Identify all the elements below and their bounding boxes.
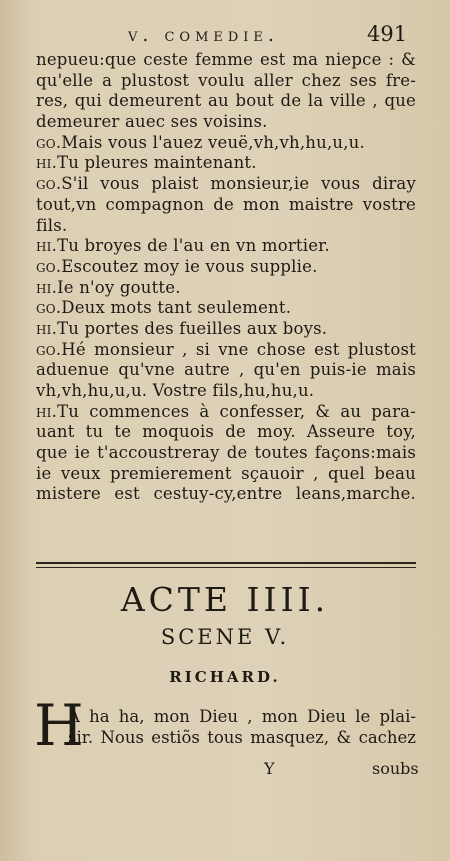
text-line: qu'elle a plustost voulu aller chez ses fre-	[36, 70, 416, 90]
drop-cap: H	[34, 693, 84, 759]
dialogue-text	[36, 50, 416, 505]
signature-mark: Y	[264, 759, 275, 778]
speaker-abbrev: go.	[36, 174, 62, 194]
speaker-abbrev: go.	[36, 132, 62, 152]
speaker-abbrev: go.	[36, 298, 62, 318]
text-line: res, qui demeurent au bout de la ville , que	[36, 91, 416, 111]
text-line: sir. Nous estiõs tous masquez, & cachez	[68, 727, 416, 747]
speaker-abbrev: go.	[36, 256, 62, 276]
speaker-abbrev: go.	[36, 339, 62, 359]
text-line: go.Hé monsieur , si vne chose est plustost	[36, 339, 416, 359]
text-line: hi.Tu commences à confesser, & au para-	[36, 401, 416, 421]
text-line: uant tu te moquois de moy. Asseure toy,	[36, 422, 416, 442]
text-line: go.S'il vous plaist monsieur,ie vous diray	[36, 174, 416, 194]
text-line: go.Mais vous l'auez veuë,vh,vh,hu,u,u.	[36, 132, 365, 152]
speaker-abbrev: hi.	[36, 277, 58, 297]
running-title: v. comedie.	[128, 24, 279, 46]
speaker-abbrev: hi.	[36, 401, 58, 421]
text-line: mistere est cestuy-cy,entre leans,marche.	[36, 484, 416, 504]
text-line: vh,vh,hu,u,u. Vostre fils,hu,hu,u.	[36, 381, 315, 400]
speaker-heading: RICHARD.	[169, 668, 281, 686]
text-line: go.Deux mots tant seulement.	[36, 298, 292, 318]
text-line: tout,vn compagnon de mon maistre vostre	[36, 194, 416, 214]
text-line: hi.Tu pleures maintenant.	[36, 153, 257, 173]
text-line: hi.Tu broyes de l'au en vn mortier.	[36, 236, 330, 256]
speaker-abbrev: hi.	[36, 153, 58, 173]
text-line: nepueu:que ceste femme est ma niepce : &	[36, 50, 416, 69]
speaker-abbrev: hi.	[36, 318, 58, 338]
text-line: A ha ha, mon Dieu , mon Dieu le plai-	[68, 707, 416, 726]
section-rule-thin	[36, 567, 416, 568]
text-line: demeurer auec ses voisins.	[36, 112, 268, 132]
catchword: soubs	[372, 759, 419, 778]
page-number: 491	[367, 22, 408, 46]
act-heading: ACTE IIII.	[120, 580, 330, 619]
page-header	[0, 22, 450, 48]
text-line: hi.Ie n'oy goutte.	[36, 277, 181, 297]
scene-heading: SCENE V.	[160, 625, 290, 649]
scene-opening-text	[68, 706, 416, 747]
text-line: ie veux premierement sçauoir , quel beau	[36, 463, 416, 483]
text-line: que ie t'accoustreray de toutes façons:mais	[36, 443, 416, 463]
text-line: hi.Tu portes des fueilles aux boys.	[36, 318, 328, 338]
speaker-abbrev: hi.	[36, 236, 58, 256]
text-line: go.Escoutez moy ie vous supplie.	[36, 256, 318, 276]
section-rule	[36, 562, 416, 564]
text-line: fils.	[36, 215, 68, 235]
text-line: aduenue qu'vne autre , qu'en puis-ie mais	[36, 360, 416, 380]
